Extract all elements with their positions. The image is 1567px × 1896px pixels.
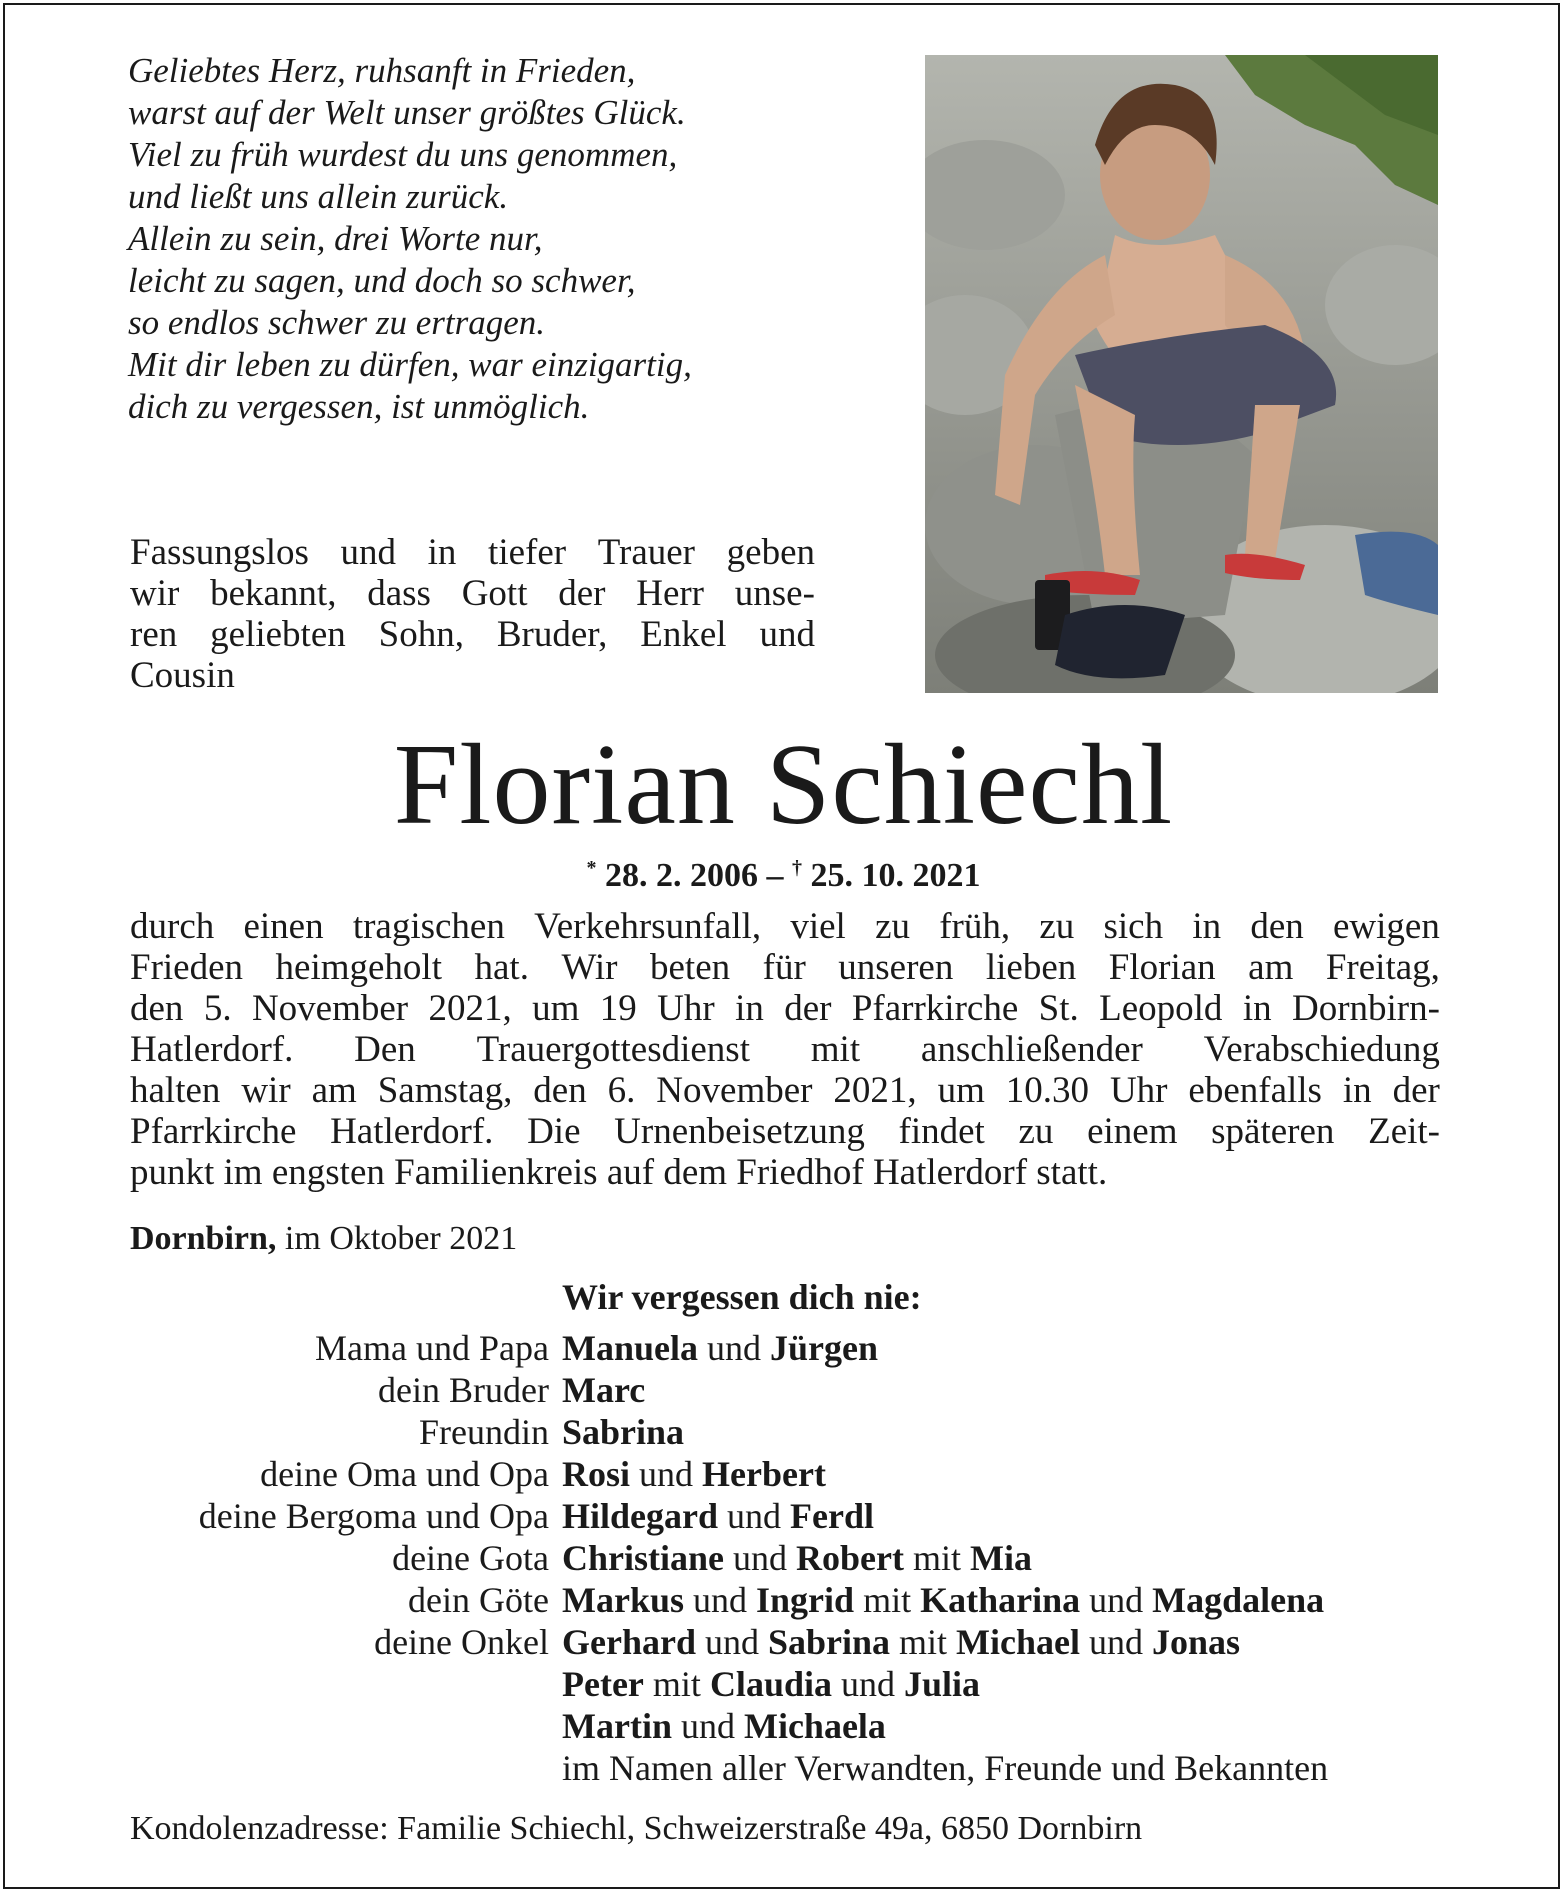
word: anschließender <box>920 1029 1143 1070</box>
body-line <box>130 1029 1440 1070</box>
family-relation: Mama und Papa <box>315 1328 549 1368</box>
word: 19 <box>599 988 637 1029</box>
body-line <box>130 947 1440 988</box>
intro-line <box>130 614 815 655</box>
family-member-name: Manuela <box>562 1328 699 1368</box>
intro-line-text: Cousin <box>130 655 235 696</box>
family-names <box>562 1663 980 1705</box>
word: zu <box>1018 1111 1054 1152</box>
family-names <box>562 1747 1328 1789</box>
family-member-name: Markus <box>562 1580 685 1620</box>
poem-line: leicht zu sagen, und doch so schwer, <box>128 261 636 300</box>
condolence-address: Kondolenzadresse: Familie Schiechl, Schweizerstraße 49a, 6850 Dornbirn <box>130 1810 1143 1847</box>
word: 6. <box>607 1070 636 1111</box>
family-member-name: Gerhard <box>562 1622 696 1662</box>
family-relation: deine Oma und Opa <box>260 1454 549 1494</box>
family-connector: und <box>831 1664 904 1704</box>
word: November <box>656 1070 813 1111</box>
word: Hatlerdorf. <box>330 1111 494 1152</box>
birth-symbol: * <box>586 857 597 879</box>
word: den <box>533 1070 587 1111</box>
poem-line: so endlos schwer zu ertragen. <box>128 303 546 342</box>
word: ren <box>130 614 178 655</box>
word: ebenfalls <box>1188 1070 1322 1111</box>
word: Zeit- <box>1368 1111 1440 1152</box>
word: mit <box>810 1029 861 1070</box>
word: Die <box>527 1111 581 1152</box>
family-row <box>0 1327 1567 1369</box>
birth-date: 28. 2. 2006 – <box>605 857 784 894</box>
family-names <box>562 1705 886 1747</box>
body-line <box>130 1111 1440 1152</box>
portrait-photo-illustration <box>925 55 1438 693</box>
intro-text <box>130 532 815 696</box>
word: November <box>251 988 409 1029</box>
family-member-name: Christiane <box>562 1538 724 1578</box>
family-connector: mit <box>890 1622 957 1662</box>
word: in <box>1342 1070 1372 1111</box>
poem-line: dich zu vergessen, ist unmöglich. <box>128 387 590 426</box>
family-row <box>0 1453 1567 1495</box>
family-heading: Wir vergessen dich nie: <box>562 1277 922 1317</box>
family-names <box>562 1327 878 1369</box>
word: am <box>1248 947 1294 988</box>
word: Frieden <box>130 947 244 988</box>
family-relation: deine Gota <box>392 1538 549 1578</box>
word: Hatlerdorf. <box>130 1029 294 1070</box>
family-connector: und <box>718 1496 791 1536</box>
place-month: im Oktober 2021 <box>276 1220 518 1257</box>
family-row <box>0 1579 1567 1621</box>
portrait-photo <box>925 55 1438 693</box>
family-relation: Freundin <box>419 1412 549 1452</box>
word: 10.30 <box>1005 1070 1090 1111</box>
word: viel <box>790 906 846 947</box>
word: Verabschiedung <box>1203 1029 1440 1070</box>
family-row <box>0 1537 1567 1579</box>
word: einem <box>1087 1111 1178 1152</box>
word: in <box>1192 906 1222 947</box>
family-member-name: Magdalena <box>1152 1580 1325 1620</box>
place-city: Dornbirn, <box>130 1220 277 1257</box>
word: Sohn, <box>378 614 464 655</box>
family-row <box>0 1621 1567 1663</box>
word: Herr <box>636 573 705 614</box>
word: der <box>558 573 606 614</box>
family-member-name: Rosi <box>562 1454 631 1494</box>
word: findet <box>898 1111 985 1152</box>
word: in <box>735 988 764 1029</box>
word: Fassungslos <box>130 532 309 573</box>
family-row <box>0 1747 1567 1789</box>
word: Freitag, <box>1325 947 1440 988</box>
word: der <box>1392 1070 1440 1111</box>
family-member-name: Claudia <box>709 1664 832 1704</box>
intro-line <box>130 573 815 614</box>
word: tragischen <box>352 906 505 947</box>
word: Florian <box>1108 947 1216 988</box>
family-row <box>0 1495 1567 1537</box>
word: Den <box>354 1029 416 1070</box>
poem-line: Mit dir leben zu dürfen, war einzigartig, <box>128 345 692 384</box>
body-line <box>130 1070 1440 1111</box>
word: und <box>340 532 397 573</box>
word: tiefer <box>488 532 567 573</box>
word: sich <box>1103 906 1164 947</box>
word: Trauergottesdienst <box>476 1029 750 1070</box>
body-line <box>130 988 1440 1029</box>
word: in <box>1242 988 1272 1029</box>
family-relation: deine Onkel <box>374 1622 549 1662</box>
place-date <box>130 1218 517 1260</box>
family-connector: und <box>671 1706 744 1746</box>
word: am <box>311 1070 357 1111</box>
word: durch <box>130 906 215 947</box>
word: und <box>759 614 815 655</box>
word: geben <box>726 532 815 573</box>
word: einen <box>243 906 324 947</box>
word: Trauer <box>597 532 696 573</box>
word: für <box>762 947 806 988</box>
word: Uhr <box>657 988 715 1029</box>
family-names <box>562 1621 1240 1663</box>
word: 2021, <box>428 988 512 1029</box>
family-connector: und <box>695 1622 768 1662</box>
family-connector: mit <box>643 1664 710 1704</box>
family-connector: und <box>1080 1580 1153 1620</box>
word: hat. <box>474 947 529 988</box>
family-connector: und <box>684 1580 757 1620</box>
family-member-name: Michaela <box>743 1706 886 1746</box>
poem-line: Allein zu sein, drei Worte nur, <box>128 219 543 258</box>
family-member-name: Herbert <box>702 1454 826 1494</box>
word: Wir <box>561 947 618 988</box>
family-connector: mit <box>854 1580 921 1620</box>
family-connector: und <box>724 1538 796 1578</box>
word: unseren <box>838 947 954 988</box>
family-connector: und <box>698 1328 771 1368</box>
word: St. <box>1038 988 1079 1029</box>
family-relation: dein Bruder <box>378 1370 549 1410</box>
family-names <box>562 1369 645 1411</box>
memorial-poem <box>128 50 808 428</box>
family-row <box>0 1369 1567 1411</box>
family-connector: und <box>1080 1622 1153 1662</box>
word: 5. <box>203 988 232 1029</box>
family-member-name: Ingrid <box>756 1580 855 1620</box>
family-list <box>0 1327 1567 1789</box>
word: dass <box>367 573 431 614</box>
family-member-name: Jürgen <box>770 1328 879 1368</box>
announcement-body <box>130 906 1440 1193</box>
family-member-name: Katharina <box>920 1580 1081 1620</box>
word: Dornbirn- <box>1291 988 1440 1029</box>
family-row <box>0 1705 1567 1747</box>
word: lieben <box>985 947 1077 988</box>
intro-line <box>130 655 815 696</box>
word: unse- <box>734 573 815 614</box>
family-member-name: Robert <box>796 1538 904 1578</box>
word: den <box>1250 906 1304 947</box>
word: späteren <box>1211 1111 1335 1152</box>
family-member-name: Marc <box>562 1370 646 1410</box>
word: geliebten <box>210 614 346 655</box>
family-member-name: Martin <box>562 1706 672 1746</box>
word: Pfarrkirche <box>851 988 1019 1029</box>
intro-line <box>130 532 815 573</box>
word: um <box>532 988 580 1029</box>
word: in <box>427 532 457 573</box>
word: Urnenbeisetzung <box>614 1111 865 1152</box>
word: zu <box>1039 906 1075 947</box>
family-names <box>562 1495 874 1537</box>
word: zu <box>875 906 910 947</box>
family-names <box>562 1537 1032 1579</box>
word: Gott <box>461 573 528 614</box>
body-line <box>130 906 1440 947</box>
family-connector: im Namen aller Verwandten, Freunde und Bekannten <box>562 1748 1329 1788</box>
family-member-name: Mia <box>969 1538 1032 1578</box>
life-dates <box>0 848 1567 896</box>
family-member-name: Julia <box>903 1664 981 1704</box>
family-member-name: Peter <box>562 1664 644 1704</box>
deceased-name: Florian Schiechl <box>393 721 1174 849</box>
family-member-name: Michael <box>956 1622 1081 1662</box>
word: Bruder, <box>496 614 608 655</box>
word: ewigen <box>1332 906 1440 947</box>
family-connector: und <box>630 1454 703 1494</box>
body-line: punkt im engsten Familienkreis auf dem Friedhof Hatlerdorf statt. <box>130 1152 1108 1193</box>
word: Uhr <box>1109 1070 1168 1111</box>
family-names <box>562 1453 826 1495</box>
word: bekannt, <box>210 573 337 614</box>
word: 2021, <box>833 1070 917 1111</box>
family-member-name: Ferdl <box>790 1496 874 1536</box>
family-names <box>562 1411 684 1453</box>
word: Pfarrkirche <box>130 1111 297 1152</box>
death-date: 25. 10. 2021 <box>810 857 981 894</box>
word: wir <box>241 1070 291 1111</box>
word: um <box>937 1070 985 1111</box>
family-relation: deine Bergoma und Opa <box>198 1496 549 1536</box>
family-connector: mit <box>903 1538 970 1578</box>
word: Leopold <box>1099 988 1223 1029</box>
family-names <box>562 1579 1324 1621</box>
family-row <box>0 1663 1567 1705</box>
family-relation: dein Göte <box>408 1580 549 1620</box>
word: der <box>784 988 832 1029</box>
family-row <box>0 1411 1567 1453</box>
word: früh, <box>939 906 1011 947</box>
family-member-name: Hildegard <box>562 1496 719 1536</box>
family-member-name: Sabrina <box>767 1622 891 1662</box>
word: Samstag, <box>377 1070 513 1111</box>
word: heimgeholt <box>275 947 442 988</box>
word: den <box>130 988 184 1029</box>
poem-line: Viel zu früh wurdest du uns genommen, <box>128 135 678 174</box>
word: Verkehrsunfall, <box>534 906 762 947</box>
family-member-name: Sabrina <box>562 1412 685 1452</box>
death-symbol: † <box>792 857 802 879</box>
poem-line: warst auf der Welt unser größtes Glück. <box>128 93 686 132</box>
word: halten <box>130 1070 221 1111</box>
poem-line: Geliebtes Herz, ruhsanft in Frieden, <box>128 51 636 90</box>
word: Enkel <box>640 614 727 655</box>
poem-line: und ließt uns allein zurück. <box>128 177 509 216</box>
family-member-name: Jonas <box>1152 1622 1241 1662</box>
word: wir <box>130 573 180 614</box>
word: beten <box>650 947 731 988</box>
